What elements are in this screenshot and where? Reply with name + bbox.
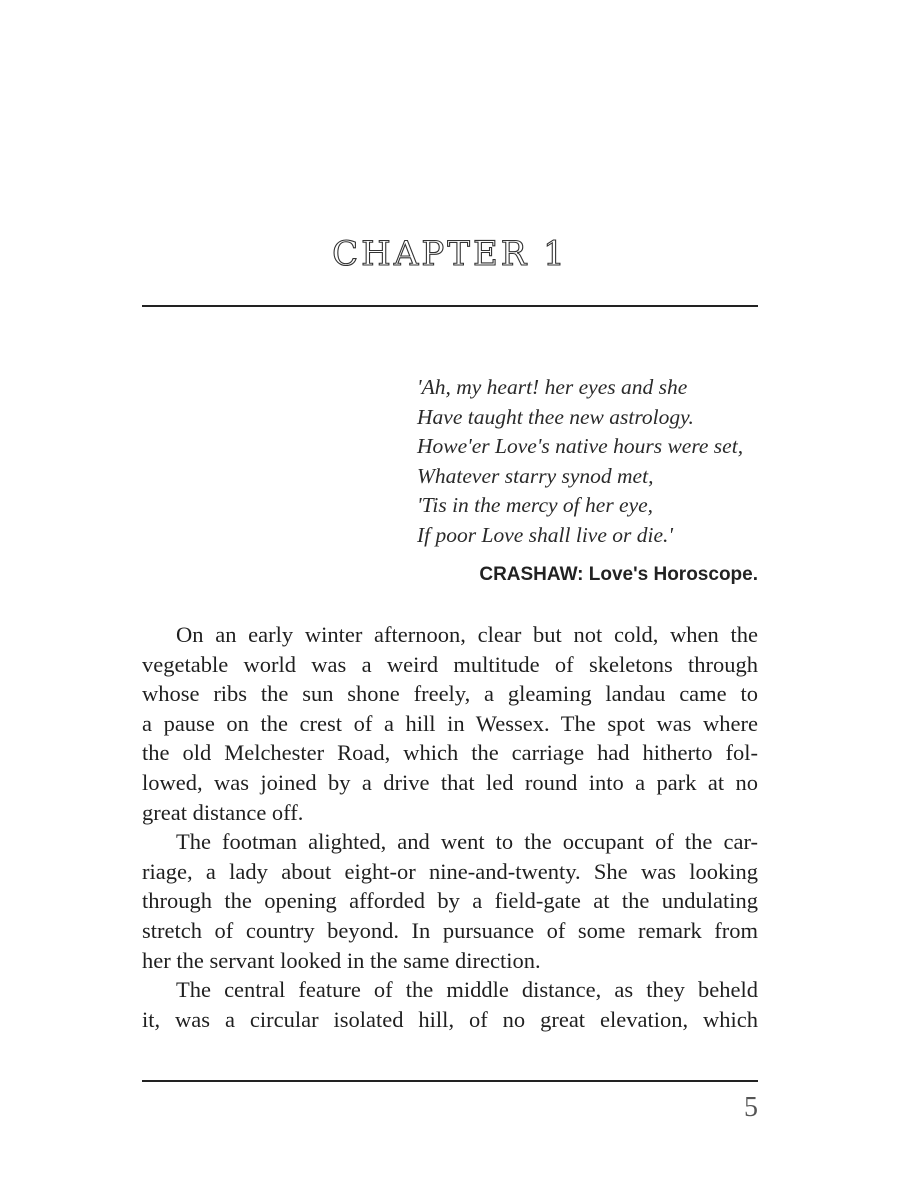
text-line: it, was a circular isolated hill, of no great elevation, which: [142, 1006, 758, 1032]
text-line: whose ribs the sun shone freely, a gleaming landau came to: [142, 681, 758, 707]
text-line: riage, a lady about eight-or nine-and-twenty. She was looking: [142, 858, 758, 884]
text-line: a pause on the crest of a hill in Wessex. The spot was where: [142, 710, 758, 736]
page-number: 5: [744, 1092, 758, 1123]
text-line: great distance off.: [142, 799, 304, 825]
text-line: her the servant looked in the same direction.: [142, 947, 541, 973]
text-line: The central feature of the middle distance, as they beheld: [176, 977, 758, 1003]
epigraph-line: 'Tis in the mercy of her eye,: [417, 493, 654, 517]
paragraph: [142, 620, 758, 827]
paragraph: [142, 827, 758, 975]
text-line: lowed, was joined by a drive that led round into a park at no: [142, 769, 758, 795]
text-line: The footman alighted, and went to the occupant of the car-: [176, 829, 758, 855]
epigraph-line: Howe'er Love's native hours were set,: [417, 434, 744, 458]
text-line: through the opening afforded by a field-gate at the undulating: [142, 888, 758, 914]
text-line: vegetable world was a weird multitude of skeletons through: [142, 651, 758, 677]
top-divider: [142, 305, 758, 307]
epigraph-line: Whatever starry synod met,: [417, 463, 654, 488]
epigraph: [417, 373, 767, 550]
paragraph: [142, 975, 758, 1034]
epigraph-line: If poor Love shall live or die.': [417, 522, 673, 547]
epigraph-line: 'Ah, my heart! her eyes and she: [417, 375, 688, 399]
epigraph-attribution: CRASHAW: Love's Horoscope.: [479, 564, 758, 585]
body-text: [142, 620, 758, 1034]
bottom-divider: [142, 1080, 758, 1082]
text-line: On an early winter afternoon, clear but not cold, when the: [176, 622, 758, 647]
epigraph-line: Have taught thee new astrology.: [417, 404, 694, 429]
chapter-title: CHAPTER 1: [332, 234, 568, 274]
text-line: stretch of country beyond. In pursuance of some remark from: [142, 917, 758, 943]
text-line: the old Melchester Road, which the carriage had hitherto fol-: [142, 740, 758, 766]
